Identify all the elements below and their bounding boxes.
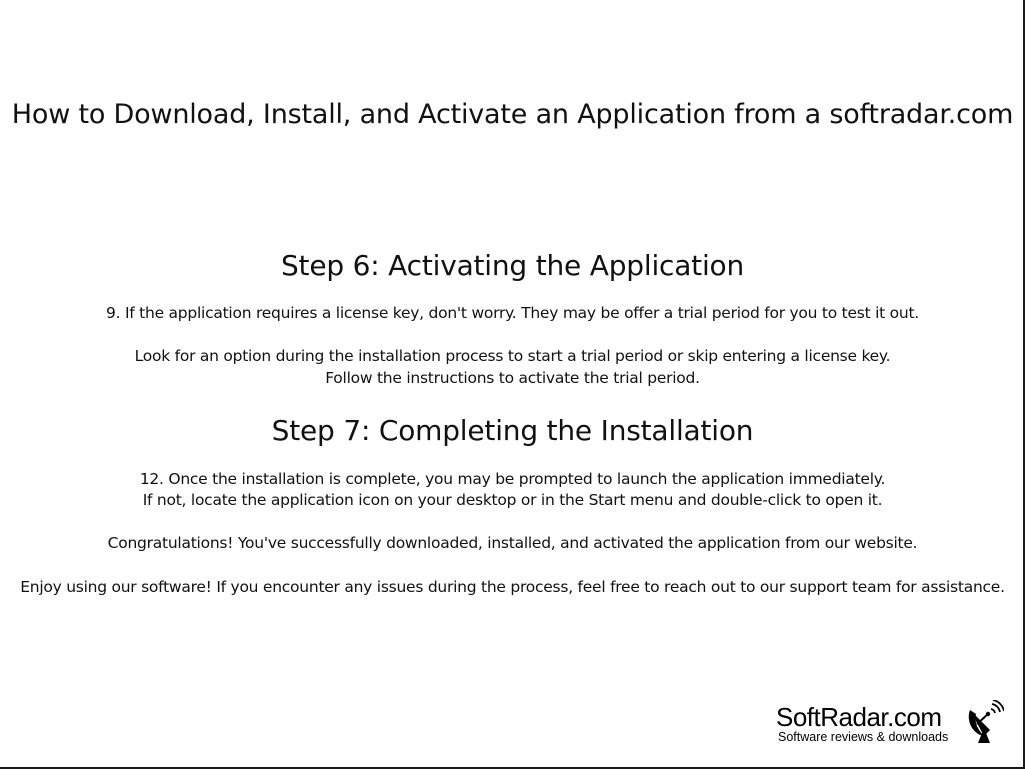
step6-line-2: Look for an option during the installation process to start a trial period or skip entering a license key. [134, 347, 891, 365]
satellite-dish-icon [964, 700, 1004, 744]
step7-heading: Step 7: Completing the Installation [271, 414, 754, 447]
logo-tagline: Software reviews & downloads [778, 730, 949, 744]
step7-line-1: 12. Once the installation is complete, you may be prompted to launch the application immediately. [139, 470, 886, 488]
page-title: How to Download, Install, and Activate an Application from a softradar.com [11, 99, 1014, 130]
step6-line-3: Follow the instructions to activate the trial period. [325, 369, 700, 387]
closing-text: Enjoy using our software! If you encounter any issues during the process, feel free to reach out to our support team for assistance. [20, 578, 1005, 596]
logo-name: SoftRadar.com [776, 702, 942, 732]
congratulations-text: Congratulations! You've successfully downloaded, installed, and activated the application from our website. [107, 534, 918, 552]
step6-line-1: 9. If the application requires a license key, don't worry. They may be offer a trial period for you to test it out. [106, 304, 919, 322]
step6-heading: Step 6: Activating the Application [280, 249, 745, 282]
step7-line-2: If not, locate the application icon on your desktop or in the Start menu and double-click to open it. [142, 491, 883, 509]
softradar-logo [776, 700, 1006, 750]
